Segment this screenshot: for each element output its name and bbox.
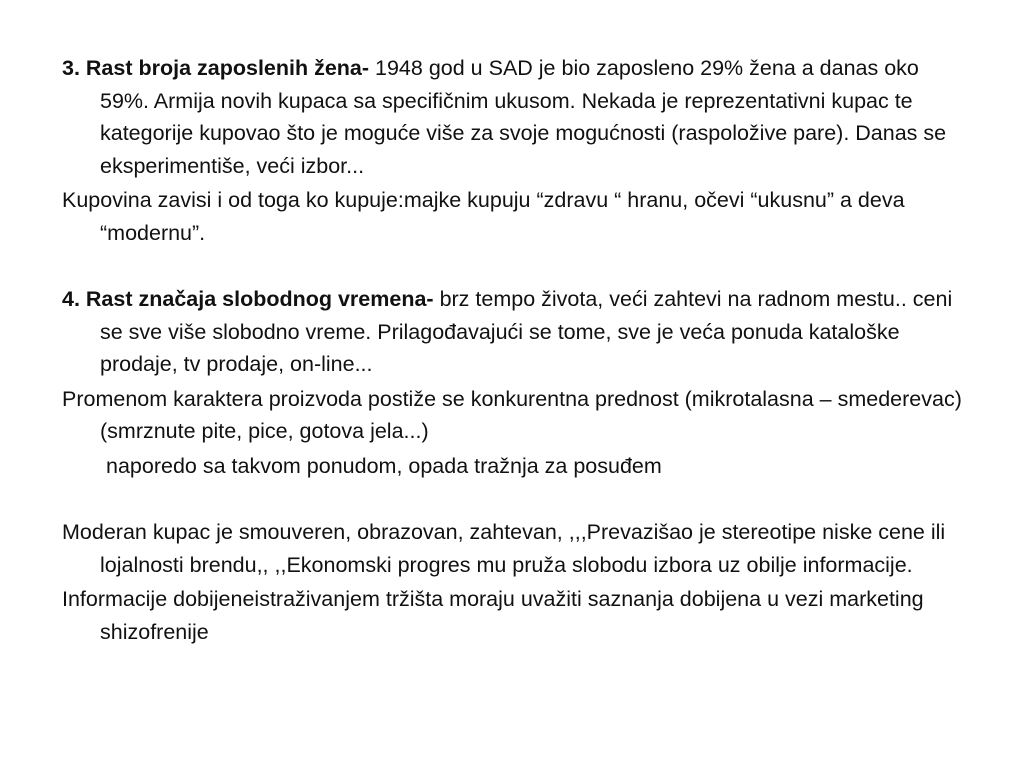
paragraph-market-research [62, 583, 962, 648]
text-who-buys: Kupovina zavisi i od toga ko kupuje:majke kupuju “zdravu “ hranu, očevi “ukusnu” a deva “modernu”. [62, 188, 905, 245]
heading-free-time: 4. Rast značaja slobodnog vremena- [62, 287, 434, 311]
paragraph-working-women [62, 52, 962, 182]
heading-working-women: 3. Rast broja zaposlenih žena- [62, 56, 370, 80]
slide-body [62, 52, 962, 648]
paragraph-who-buys [62, 184, 962, 249]
text-free-time: brz tempo života, veći zahtevi na radnom mestu.. ceni se sve više slobodno vreme. Prilagođavajući se tome, sve je veća ponuda kataloške prodaje, tv prodaje, on-line... [100, 287, 953, 376]
paragraph-free-time [62, 283, 962, 381]
text-modern-buyer: Moderan kupac je smouveren, obrazovan, zahtevan, ,,,Prevazišao je stereotipe niske cene ili lojalnosti brendu,, ,,Ekonomski progres mu pruža slobodu izbora uz obilje informacije. [62, 520, 946, 577]
text-product-change: Promenom karaktera proizvoda postiže se konkurentna prednost (mikrotalasna – smederevac) (smrznute pite, pice, gotova jela...) [62, 386, 962, 443]
text-working-women: 1948 god u SAD je bio zaposleno 29% žena a danas oko 59%. Armija novih kupaca sa specifičnim ukusom. Nekada je reprezentativni kupac te kategorije kupovao što je moguće više za svoje mogućnosti (raspoložive pare). Danas se eksperimentiše, veći izbor... [100, 56, 947, 178]
paragraph-modern-buyer [62, 516, 962, 581]
paragraph-dishware-demand [62, 450, 962, 483]
text-dishware-demand: naporedo sa takvom ponudom, opada tražnja za posuđem [106, 453, 662, 478]
paragraph-product-change [62, 383, 962, 448]
text-market-research: Informacije dobijeneistraživanjem tržišta moraju uvažiti saznanja dobijena u vezi marketing shizofrenije [62, 587, 924, 644]
